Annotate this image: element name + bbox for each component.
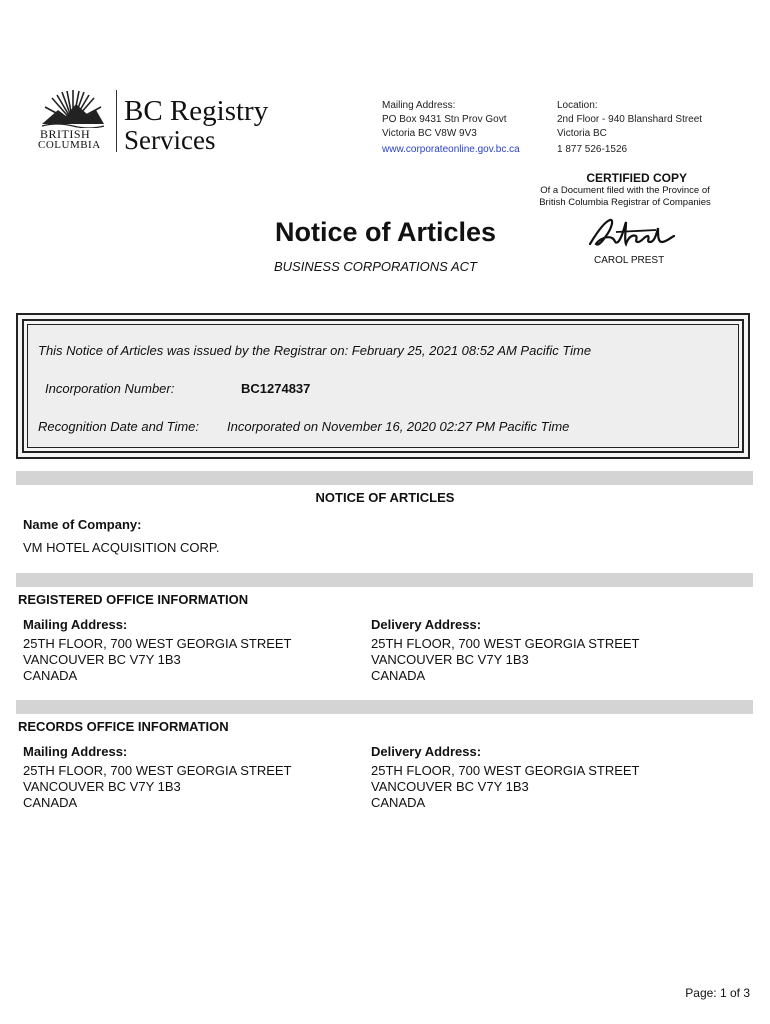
address-line: VANCOUVER BC V7Y 1B3 bbox=[23, 652, 181, 667]
address-line: CANADA bbox=[23, 668, 78, 683]
address-line: VANCOUVER BC V7Y 1B3 bbox=[23, 779, 181, 794]
address-line: 25TH FLOOR, 700 WEST GEORGIA STREET bbox=[23, 763, 292, 778]
address-line: CANADA bbox=[371, 668, 426, 683]
bc-sun-logo-icon bbox=[40, 88, 106, 128]
incorporation-number-value: BC1274837 bbox=[241, 381, 311, 396]
address-line: 25TH FLOOR, 700 WEST GEORGIA STREET bbox=[371, 636, 640, 651]
location-block bbox=[557, 99, 702, 157]
registered-delivery-address bbox=[371, 636, 640, 684]
records-delivery-label: Delivery Address: bbox=[371, 744, 482, 759]
certified-copy-description bbox=[525, 185, 725, 209]
registered-mailing-address bbox=[23, 636, 292, 684]
issued-date-text: This Notice of Articles was issued by the Registrar on: February 25, 2021 08:52 AM Pacific Time bbox=[38, 343, 592, 358]
logo-registry-title: BC Registry bbox=[124, 95, 269, 127]
page-subtitle: BUSINESS CORPORATIONS ACT bbox=[274, 259, 477, 274]
logo-services-title: Services bbox=[124, 125, 216, 155]
incorporation-number-label: Incorporation Number: bbox=[45, 381, 175, 396]
records-delivery-address bbox=[371, 763, 640, 811]
page-number: Page: 1 of 3 bbox=[685, 986, 750, 1000]
section-divider-bar bbox=[16, 471, 753, 485]
logo-british: BRITISH bbox=[40, 127, 91, 141]
page-title: Notice of Articles bbox=[275, 217, 497, 247]
address-line: VANCOUVER BC V7Y 1B3 bbox=[371, 779, 529, 794]
registered-delivery-label: Delivery Address: bbox=[371, 617, 482, 632]
location-line2: Victoria BC bbox=[557, 128, 607, 139]
notice-heading: NOTICE OF ARTICLES bbox=[315, 490, 455, 505]
certified-desc-line1: Of a Document filed with the Province of bbox=[540, 185, 710, 196]
section-divider-bar bbox=[16, 700, 753, 714]
location-label: Location: bbox=[557, 100, 598, 111]
location-line1: 2nd Floor - 940 Blanshard Street bbox=[557, 114, 703, 125]
mailing-address-label: Mailing Address: bbox=[382, 100, 456, 111]
certified-desc-line2: British Columbia Registrar of Companies bbox=[539, 197, 711, 208]
address-line: VANCOUVER BC V7Y 1B3 bbox=[371, 652, 529, 667]
website-link[interactable]: www.corporateonline.gov.bc.ca bbox=[382, 144, 520, 155]
records-office-heading: RECORDS OFFICE INFORMATION bbox=[18, 719, 229, 734]
records-mailing-label: Mailing Address: bbox=[23, 744, 128, 759]
address-line: 25TH FLOOR, 700 WEST GEORGIA STREET bbox=[23, 636, 292, 651]
address-line: CANADA bbox=[371, 795, 426, 810]
phone-number: 1 877 526-1526 bbox=[557, 144, 628, 155]
mailing-address-line1: PO Box 9431 Stn Prov Govt bbox=[382, 114, 507, 125]
mailing-address-block bbox=[382, 99, 520, 157]
company-name-value: VM HOTEL ACQUISITION CORP. bbox=[23, 540, 220, 555]
registered-office-heading: REGISTERED OFFICE INFORMATION bbox=[18, 592, 249, 607]
company-name-label: Name of Company: bbox=[23, 517, 142, 532]
recognition-date-label: Recognition Date and Time: bbox=[38, 419, 200, 434]
mailing-address-line2: Victoria BC V8W 9V3 bbox=[382, 128, 477, 139]
recognition-date-value: Incorporated on November 16, 2020 02:27 PM Pacific Time bbox=[227, 419, 570, 434]
signature-icon bbox=[586, 214, 678, 254]
address-line: 25TH FLOOR, 700 WEST GEORGIA STREET bbox=[371, 763, 640, 778]
records-mailing-address bbox=[23, 763, 292, 811]
logo-divider bbox=[116, 90, 117, 152]
registered-mailing-label: Mailing Address: bbox=[23, 617, 128, 632]
signer-name: CAROL PREST bbox=[594, 255, 665, 266]
certified-copy-title: CERTIFIED COPY bbox=[586, 171, 687, 185]
logo-columbia: COLUMBIA bbox=[38, 139, 101, 151]
address-line: CANADA bbox=[23, 795, 78, 810]
section-divider-bar bbox=[16, 573, 753, 587]
